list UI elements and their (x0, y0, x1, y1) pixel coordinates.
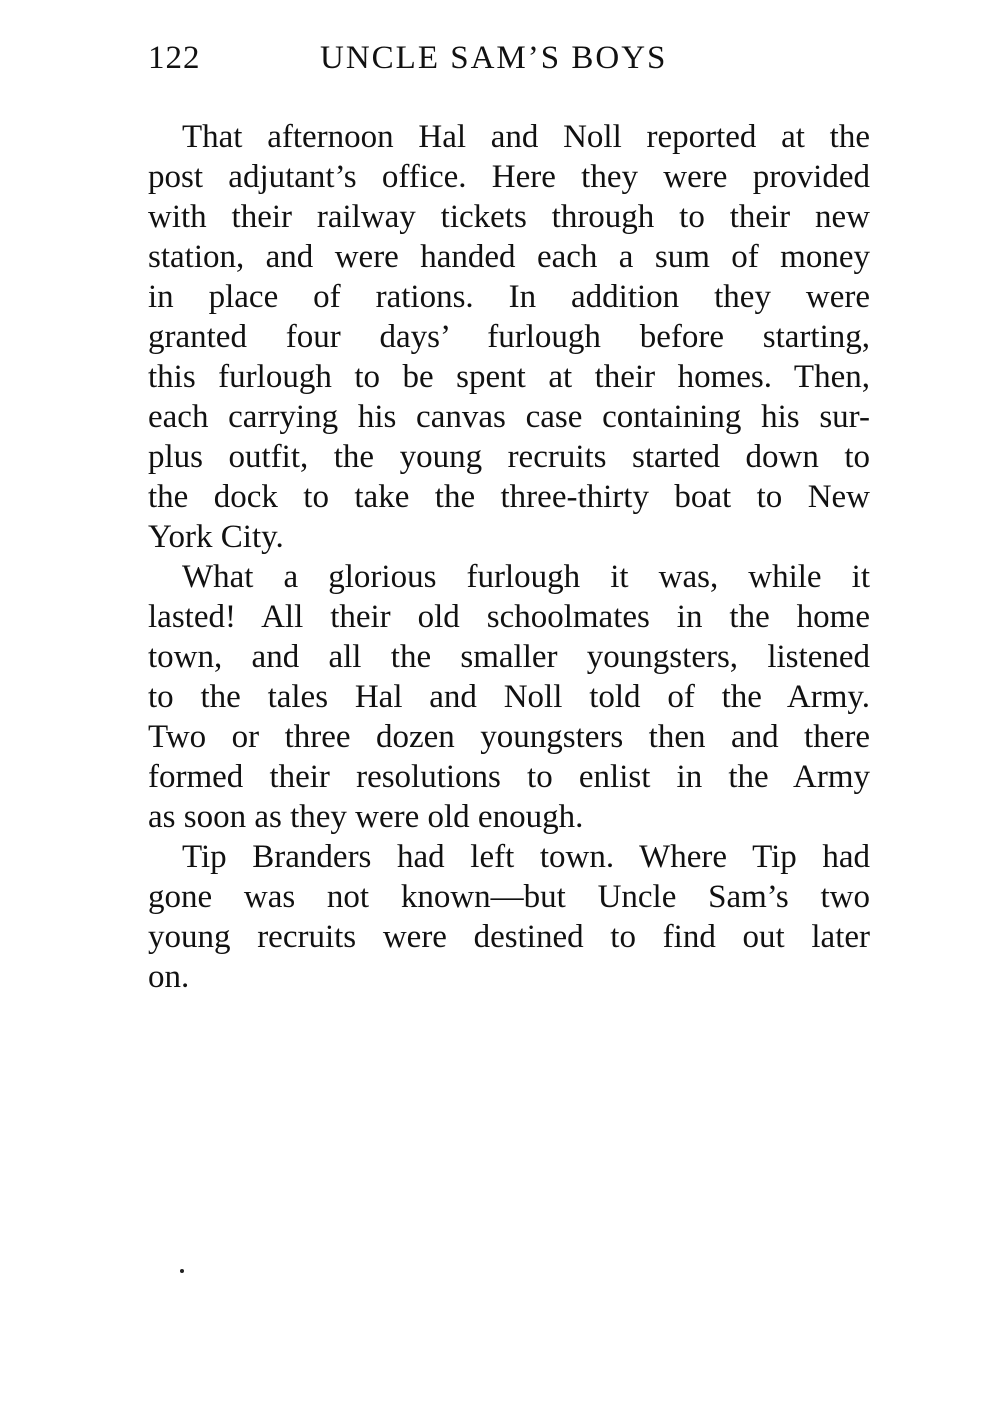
print-speck (180, 1269, 184, 1273)
running-head (148, 36, 870, 80)
text-line: post adjutant’s office. Here they were provided (148, 159, 870, 195)
text-line: What a glorious furlough it was, while it (182, 559, 870, 595)
text-line: Tip Branders had left town. Where Tip had (182, 839, 870, 875)
paragraph-1 (148, 117, 870, 557)
text-line: granted four days’ furlough before starting, (148, 319, 870, 355)
text-line: with their railway tickets through to their new (148, 199, 870, 235)
text-line: plus outfit, the young recruits started down to (148, 439, 870, 475)
page-number: 122 (148, 40, 201, 76)
text-line: York City. (148, 519, 284, 555)
text-line: each carrying his canvas case containing his sur- (148, 399, 870, 435)
text-line: as soon as they were old enough. (148, 799, 584, 835)
body-text (148, 117, 870, 997)
text-line: gone was not known—but Uncle Sam’s two (148, 879, 870, 915)
book-title: UNCLE SAM’S BOYS (320, 40, 668, 76)
paragraph-2 (148, 557, 870, 837)
paragraph-3 (148, 837, 870, 997)
text-line: formed their resolutions to enlist in the Army (148, 759, 870, 795)
text-line: in place of rations. In addition they were (148, 279, 870, 315)
text-line: town, and all the smaller youngsters, listened (148, 639, 870, 675)
text-line: lasted! All their old schoolmates in the home (148, 599, 870, 635)
text-line: Two or three dozen youngsters then and there (148, 719, 870, 755)
text-line: That afternoon Hal and Noll reported at the (182, 119, 870, 155)
text-line: young recruits were destined to find out later (148, 919, 870, 955)
text-line: on. (148, 959, 190, 995)
text-line: to the tales Hal and Noll told of the Army. (148, 679, 870, 715)
text-line: the dock to take the three-thirty boat to New (148, 479, 870, 515)
text-line: station, and were handed each a sum of money (148, 239, 870, 275)
text-line: this furlough to be spent at their homes. Then, (148, 359, 870, 395)
